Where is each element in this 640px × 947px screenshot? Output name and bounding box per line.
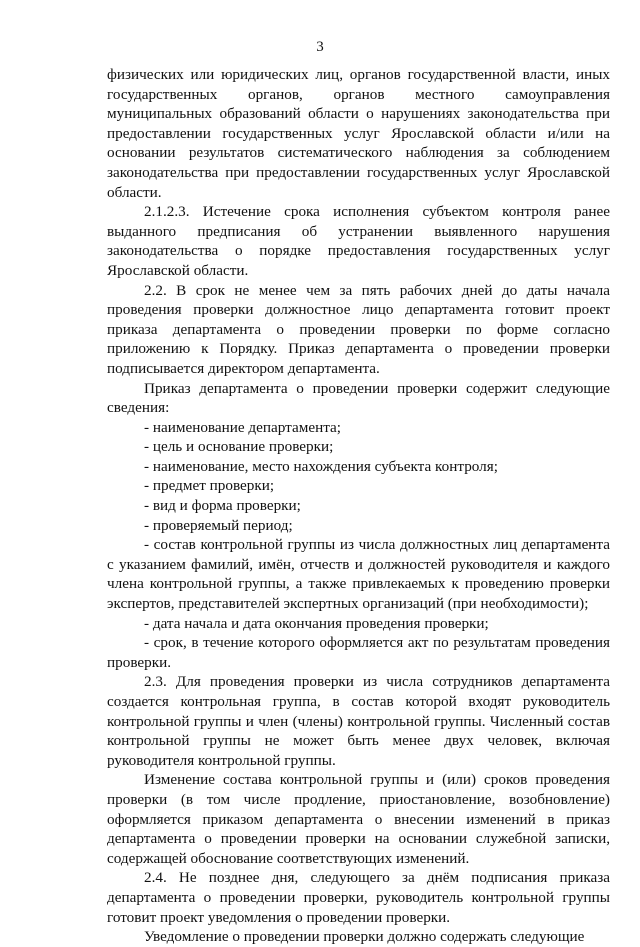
page-number: 3 [316, 39, 324, 55]
paragraph: 2.1.2.3. Истечение срока исполнения субъектом контроля ранее выданного предписания об устранении выявленного нарушения законодательства о порядке предоставления государственных услуг Ярославской области. [107, 203, 610, 279]
list-item: - предмет проверки; [144, 477, 275, 495]
paragraph: Уведомление о проведении проверки должно содержать следующие [144, 928, 585, 946]
document-body [107, 65, 610, 947]
paragraph: Изменение состава контрольной группы и (или) сроков проведения проверки (в том числе продление, приостановление, возобновление) оформляется приказом департамента о внесении изменений в приказ департамента о проведении проверки на основании служебной записки, содержащей обоснование соответствующих изменений. [107, 771, 610, 867]
list-item: - дата начала и дата окончания проведения проверки; [144, 614, 489, 632]
paragraph: 2.2. В срок не менее чем за пять рабочих дней до даты начала проведения проверки должностное лицо департамента готовит проект приказа департамента о проведении проверки по форме согласно приложению к Порядку. Приказ департамента о проведении проверки подписывается директором департамента. [107, 281, 610, 377]
list-item: - наименование департамента; [144, 418, 341, 436]
list-item: - наименование, место нахождения субъекта контроля; [144, 457, 498, 475]
paragraph: физических или юридических лиц, органов государственной власти, иных государственных органов, органов местного самоуправления муниципальных образований области о нарушениях законодательства при предоставлении государственных услуг Ярославской области и/или на основании результатов систематического наблюдения за соблюдением законодательства при предоставлении государственных услуг Ярославской области. [107, 66, 610, 201]
paragraph: Приказ департамента о проведении проверки содержит следующие сведения: [107, 379, 610, 417]
paragraph: - состав контрольной группы из числа должностных лиц департамента с указанием фамилий, имён, отчеств и должностей руководителя и каждого члена контрольной группы, а также привлекаемых к проведению проверки экспертов, представителей экспертных организаций (при необходимости); [107, 536, 610, 613]
list-item: - вид и форма проверки; [144, 497, 301, 515]
paragraph: 2.3. Для проведения проверки из числа сотрудников департамента создается контрольная группа, в состав которой входят руководитель контрольной группы и член (члены) контрольной группы. Численный состав контрольной группы не может быть менее двух человек, включая руководителя контрольной группы. [107, 673, 610, 769]
list-item: - цель и основание проверки; [144, 438, 334, 456]
list-item: - проверяемый период; [144, 516, 293, 534]
paragraph: 2.4. Не позднее дня, следующего за днём подписания приказа департамента о проведении проверки, руководитель контрольной группы готовит проект уведомления о проведении проверки. [107, 869, 610, 926]
paragraph: - срок, в течение которого оформляется акт по результатам проведения проверки. [107, 634, 610, 671]
